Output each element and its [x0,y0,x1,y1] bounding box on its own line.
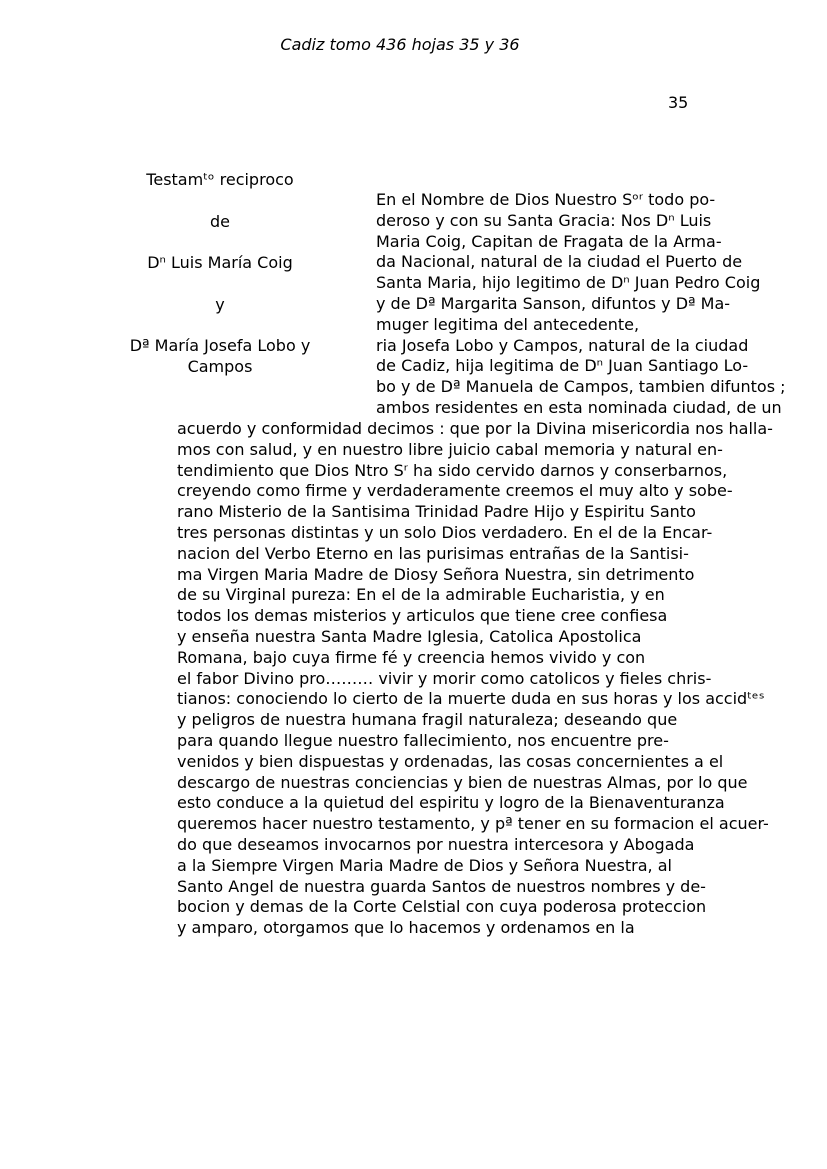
body-line: todos los demas misterios y articulos que tiene cree confiesa [177,606,668,626]
margin-note-line: Campos [187,357,253,377]
body-line: de su Virginal pureza: En el de la admirable Eucharistia, y en [177,585,665,605]
margin-note-line: Dª María Josefa Lobo y [129,336,311,356]
body-line: rano Misterio de la Santisima Trinidad Padre Hijo y Espiritu Santo [177,502,696,522]
margin-note-line: y [215,294,225,314]
body-text-bottom [177,419,817,939]
body-line: ma Virgen Maria Madre de Diosy Señora Nuestra, sin detrimento [177,564,695,584]
body-text-top [376,190,816,419]
body-line: mos con salud, y en nuestro libre juicio cabal memoria y natural en- [177,439,723,459]
margin-note-line [120,191,320,212]
body-line: ria Josefa Lobo y Campos, natural de la ciudad [376,335,749,355]
body-line: Romana, bajo cuya firme fé y creencia hemos vivido y con [177,647,646,667]
body-line: para quando llegue nuestro fallecimiento, nos encuentre pre- [177,730,669,750]
body-line: a la Siempre Virgen Maria Madre de Dios y Señora Nuestra, al [177,855,672,875]
body-line: el fabor Divino pro……… vivir y morir como catolicos y fieles chris- [177,668,712,688]
body-line: En el Nombre de Dios Nuestro Sᵒʳ todo po- [376,190,716,209]
body-line: esto conduce a la quietud del espiritu y logro de la Bienaventuranza [177,793,725,813]
body-line: muger legitima del antecedente, [376,314,640,334]
body-line: ambos residentes en esta nominada ciudad, de un [376,397,782,417]
body-line: y enseña nuestra Santa Madre Iglesia, Catolica Apostolica [177,626,642,646]
margin-note-line [120,232,320,253]
body-line: tianos: conociendo lo cierto de la muerte duda en sus horas y los accidᵗᵉˢ [177,689,765,709]
margin-note-line [120,316,320,337]
margin-note-line: Dⁿ Luis María Coig [147,253,293,273]
body-line: bocion y demas de la Corte Celstial con cuya poderosa proteccion [177,897,707,917]
body-line: acuerdo y conformidad decimos : que por la Divina misericordia nos halla- [177,419,773,438]
body-line: de Cadiz, hija legitima de Dⁿ Juan Santiago Lo- [376,356,749,376]
body-line: da Nacional, natural de la ciudad el Puerto de [376,252,743,272]
body-line: descargo de nuestras conciencias y bien de nuestras Almas, por lo que [177,772,748,792]
margin-note-line: de [210,211,230,231]
page-number: 35 [668,93,689,112]
body-line: Maria Coig, Capitan de Fragata de la Arma- [376,231,722,251]
margin-note-line [120,274,320,295]
body-line: tendimiento que Dios Ntro Sʳ ha sido cervido darnos y conserbarnos, [177,460,728,480]
body-line: creyendo como firme y verdaderamente creemos el muy alto y sobe- [177,481,733,501]
body-line: y de Dª Margarita Sanson, difuntos y Dª Ma- [376,293,731,313]
body-line: y peligros de nuestra humana fragil naturaleza; deseando que [177,710,678,730]
body-line: queremos hacer nuestro testamento, y pª tener en su formacion el acuer- [177,814,769,834]
body-line: venidos y bien dispuestas y ordenadas, las cosas concernientes a el [177,751,724,771]
body-line: tres personas distintas y un solo Dios verdadero. En el de la Encar- [177,522,713,542]
body-line: do que deseamos invocarnos por nuestra intercesora y Abogada [177,834,695,854]
body-line: bo y de Dª Manuela de Campos, tambien difuntos ; [376,377,786,397]
body-line: Santa Maria, hijo legitimo de Dⁿ Juan Pedro Coig [376,273,761,293]
body-line: deroso y con su Santa Gracia: Nos Dⁿ Luis [376,210,712,230]
body-line: y amparo, otorgamos que lo hacemos y ordenamos en la [177,918,635,938]
body-line: Santo Angel de nuestra guarda Santos de nuestros nombres y de- [177,876,706,896]
margin-note [120,170,320,378]
margin-note-line: Testamᵗᵒ reciproco [146,170,294,189]
body-line: nacion del Verbo Eterno en las purisimas entrañas de la Santisi- [177,543,689,563]
document-header: Cadiz tomo 436 hojas 35 y 36 [280,35,520,54]
